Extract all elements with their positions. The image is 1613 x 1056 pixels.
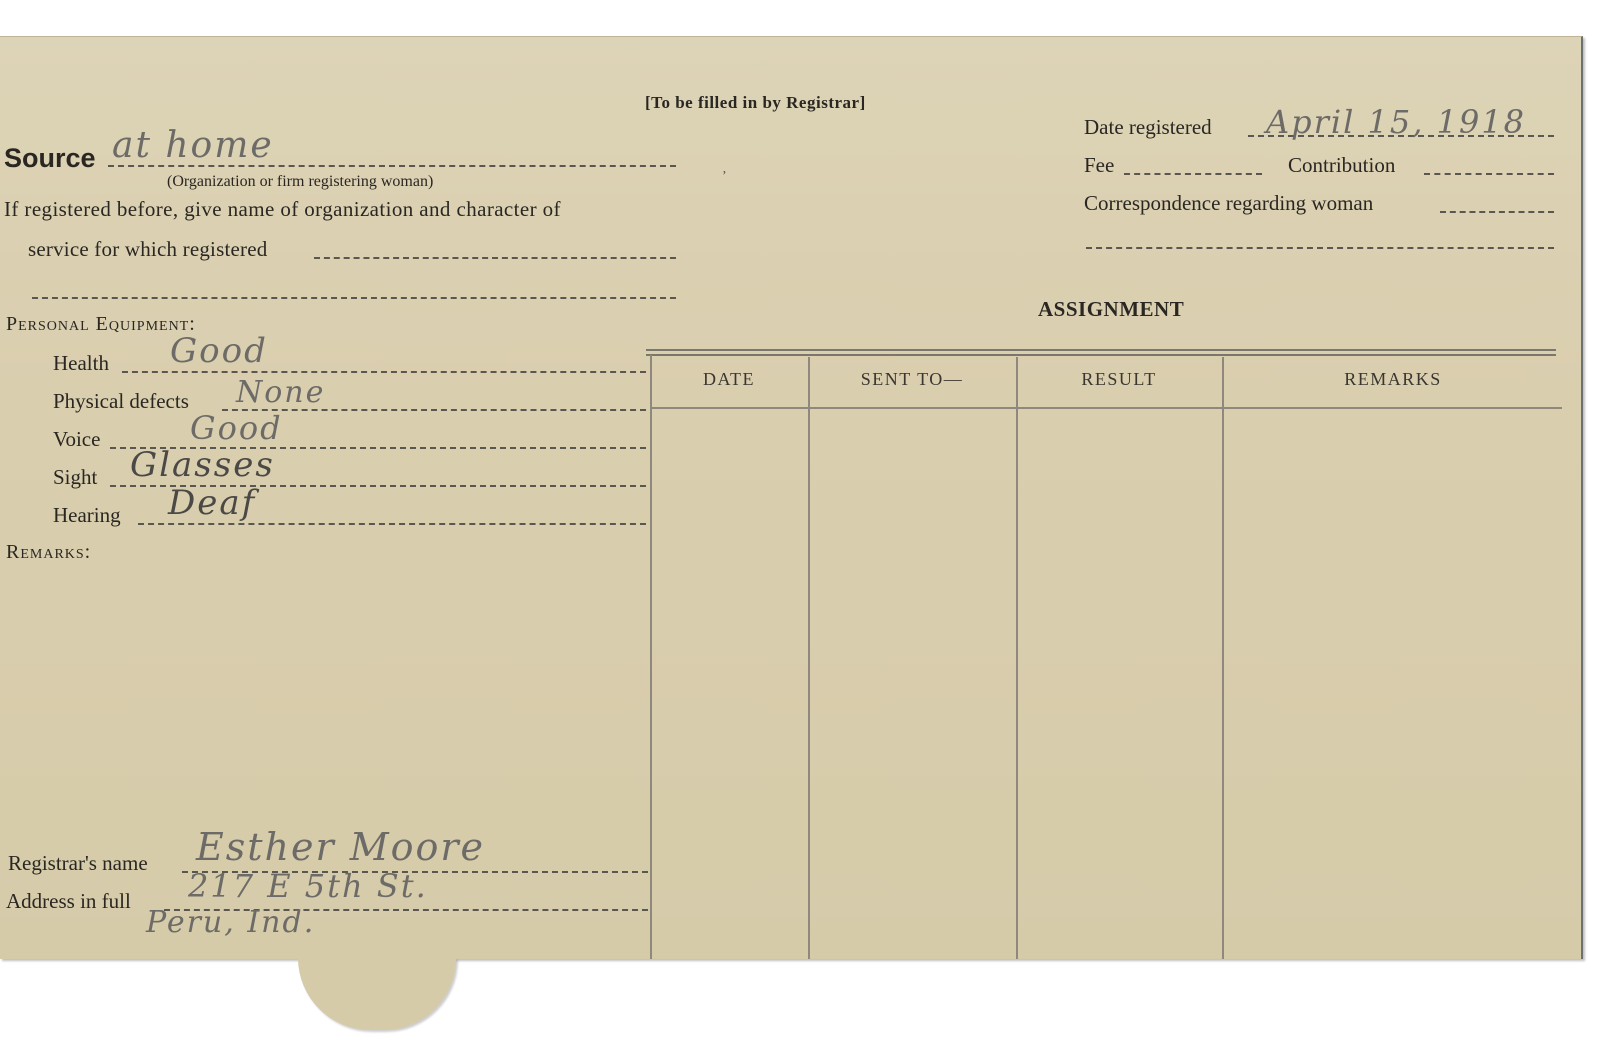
source-label: Source (4, 143, 96, 173)
contribution-label: Contribution (1288, 153, 1396, 177)
table-header-rule (650, 407, 1562, 409)
remarks-heading: Remarks: (6, 541, 92, 563)
table-divider-2 (1016, 357, 1018, 959)
registrar-name-label: Registrar's name (8, 851, 148, 875)
assignment-title: ASSIGNMENT (1038, 297, 1185, 321)
column-remarks: REMARKS (1344, 369, 1442, 389)
fee-line (1124, 173, 1262, 175)
sight-value: Glasses (130, 445, 275, 485)
column-result: RESULT (1081, 369, 1157, 389)
registrar-name-value: Esther Moore (196, 825, 486, 869)
personal-equipment-heading: Personal Equipment: (6, 313, 196, 335)
voice-value: Good (190, 409, 283, 447)
correspondence-line-a (1440, 211, 1554, 213)
card-tab (298, 958, 456, 1030)
health-label: Health (53, 351, 109, 375)
correspondence-label: Correspondence regarding woman (1084, 191, 1374, 215)
hearing-value: Deaf (168, 483, 257, 523)
registrar-note: [To be filled in by Registrar] (645, 93, 866, 112)
registration-card (0, 36, 1583, 959)
health-line (122, 371, 646, 373)
physical-defects-value: None (236, 375, 326, 410)
date-registered-label: Date registered (1084, 115, 1212, 139)
table-divider-3 (1222, 357, 1224, 959)
source-caption: (Organization or firm registering woman) (167, 173, 434, 190)
address-line1-value: 217 E 5th St. (188, 867, 428, 905)
table-divider-1 (808, 357, 810, 959)
correspondence-line-b (1086, 247, 1554, 249)
column-date: DATE (703, 369, 755, 389)
stray-mark: ’ (722, 169, 727, 184)
address-line2-value: Peru, Ind. (146, 905, 316, 940)
contribution-line (1424, 173, 1554, 175)
date-registered-value: April 15, 1918 (1266, 103, 1527, 141)
address-label: Address in full (6, 889, 131, 913)
registered-before-line1: If registered before, give name of organization and character of (4, 197, 561, 221)
hearing-label: Hearing (53, 503, 121, 527)
registered-before-line2: service for which registered (28, 237, 268, 261)
physical-defects-label: Physical defects (53, 389, 189, 413)
table-left-border (650, 355, 652, 959)
registered-before-line-a (314, 257, 676, 259)
source-value: at home (112, 125, 274, 166)
health-value: Good (170, 331, 268, 371)
registered-before-line-b (32, 297, 676, 299)
voice-label: Voice (53, 427, 101, 451)
sight-label: Sight (53, 465, 98, 489)
table-top-rule-a (646, 349, 1556, 351)
column-sent-to: SENT TO— (860, 369, 964, 389)
fee-label: Fee (1084, 153, 1115, 177)
hearing-line (138, 523, 646, 525)
table-top-rule-b (646, 354, 1556, 356)
